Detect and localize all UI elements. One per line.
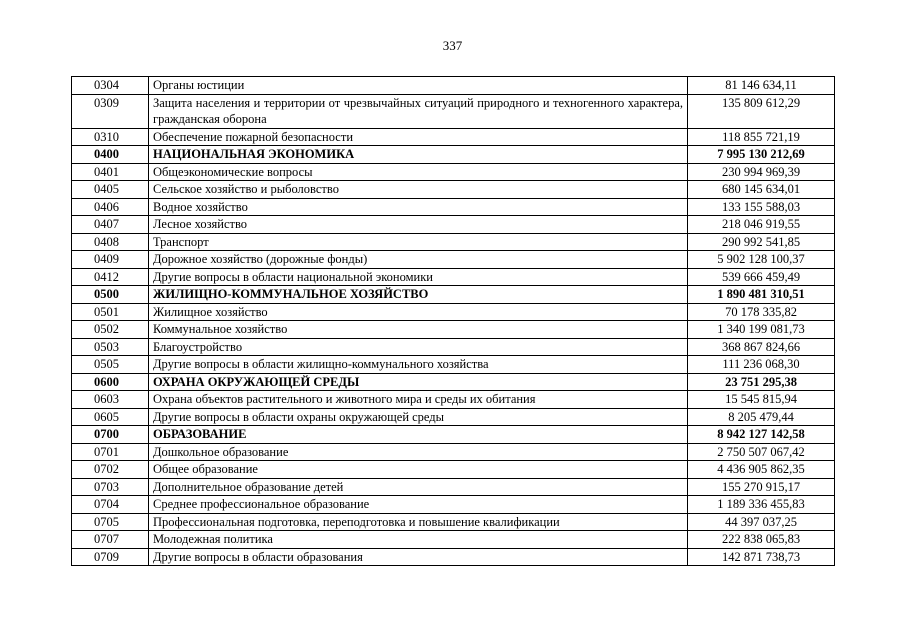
row-name: Охрана объектов растительного и животного мира и среды их обитания [149,391,688,409]
table-row [72,373,835,391]
row-amount: 155 270 915,17 [688,478,835,496]
row-name: Сельское хозяйство и рыболовство [149,181,688,199]
row-name: Дошкольное образование [149,443,688,461]
row-amount: 70 178 335,82 [688,303,835,321]
row-code: 0501 [72,303,149,321]
row-name: Благоустройство [149,338,688,356]
row-name: Молодежная политика [149,531,688,549]
table-row [72,513,835,531]
row-amount: 135 809 612,29 [688,94,835,128]
table-row [72,268,835,286]
table-row [72,478,835,496]
row-code: 0412 [72,268,149,286]
row-name: Другие вопросы в области жилищно-коммунального хозяйства [149,356,688,374]
row-code: 0408 [72,233,149,251]
row-amount: 8 205 479,44 [688,408,835,426]
row-name: Защита населения и территории от чрезвычайных ситуаций природного и техногенного характера, гражданская оборона [149,94,688,128]
row-code: 0502 [72,321,149,339]
row-code: 0401 [72,163,149,181]
budget-table-body [72,77,835,566]
row-code: 0304 [72,77,149,95]
row-amount: 218 046 919,55 [688,216,835,234]
table-row [72,251,835,269]
table-row [72,548,835,566]
row-code: 0700 [72,426,149,444]
table-row [72,408,835,426]
table-row [72,198,835,216]
row-amount: 118 855 721,19 [688,128,835,146]
row-amount: 1 340 199 081,73 [688,321,835,339]
budget-table [71,76,835,566]
row-amount: 1 189 336 455,83 [688,496,835,514]
row-code: 0605 [72,408,149,426]
row-amount: 680 145 634,01 [688,181,835,199]
page-number: 337 [442,38,463,53]
row-code: 0709 [72,548,149,566]
table-row [72,233,835,251]
row-name: Лесное хозяйство [149,216,688,234]
row-name: Транспорт [149,233,688,251]
table-row [72,443,835,461]
row-amount: 111 236 068,30 [688,356,835,374]
row-code: 0702 [72,461,149,479]
row-code: 0500 [72,286,149,304]
row-name: Жилищное хозяйство [149,303,688,321]
row-code: 0603 [72,391,149,409]
table-row [72,216,835,234]
row-code: 0400 [72,146,149,164]
table-row [72,391,835,409]
row-amount: 133 155 588,03 [688,198,835,216]
row-name: Другие вопросы в области национальной экономики [149,268,688,286]
row-code: 0309 [72,94,149,128]
row-code: 0703 [72,478,149,496]
row-amount: 368 867 824,66 [688,338,835,356]
row-name: Профессиональная подготовка, переподготовка и повышение квалификации [149,513,688,531]
row-code: 0407 [72,216,149,234]
row-amount: 7 995 130 212,69 [688,146,835,164]
row-name: Органы юстиции [149,77,688,95]
table-row [72,146,835,164]
table-row [72,77,835,95]
row-amount: 290 992 541,85 [688,233,835,251]
table-row [72,181,835,199]
row-amount: 8 942 127 142,58 [688,426,835,444]
row-code: 0406 [72,198,149,216]
row-code: 0310 [72,128,149,146]
row-code: 0705 [72,513,149,531]
row-code: 0704 [72,496,149,514]
table-row [72,496,835,514]
row-code: 0707 [72,531,149,549]
row-name: Коммунальное хозяйство [149,321,688,339]
row-name: Другие вопросы в области охраны окружающей среды [149,408,688,426]
table-row [72,286,835,304]
row-name: Дорожное хозяйство (дорожные фонды) [149,251,688,269]
row-amount: 222 838 065,83 [688,531,835,549]
row-code: 0405 [72,181,149,199]
row-code: 0409 [72,251,149,269]
row-amount: 15 545 815,94 [688,391,835,409]
row-amount: 2 750 507 067,42 [688,443,835,461]
row-name: Водное хозяйство [149,198,688,216]
row-name: Другие вопросы в области образования [149,548,688,566]
row-code: 0503 [72,338,149,356]
row-amount: 44 397 037,25 [688,513,835,531]
table-row [72,426,835,444]
table-row [72,356,835,374]
table-row [72,321,835,339]
table-row [72,94,835,128]
row-amount: 142 871 738,73 [688,548,835,566]
row-code: 0701 [72,443,149,461]
row-amount: 1 890 481 310,51 [688,286,835,304]
row-amount: 230 994 969,39 [688,163,835,181]
row-name: Дополнительное образование детей [149,478,688,496]
row-name: ЖИЛИЩНО-КОММУНАЛЬНОЕ ХОЗЯЙСТВО [149,286,688,304]
table-row [72,461,835,479]
row-name: Обеспечение пожарной безопасности [149,128,688,146]
row-code: 0600 [72,373,149,391]
row-name: ОХРАНА ОКРУЖАЮЩЕЙ СРЕДЫ [149,373,688,391]
row-amount: 5 902 128 100,37 [688,251,835,269]
row-amount: 539 666 459,49 [688,268,835,286]
row-amount: 4 436 905 862,35 [688,461,835,479]
row-name: ОБРАЗОВАНИЕ [149,426,688,444]
table-row [72,128,835,146]
row-amount: 81 146 634,11 [688,77,835,95]
row-name: Среднее профессиональное образование [149,496,688,514]
row-code: 0505 [72,356,149,374]
row-name: НАЦИОНАЛЬНАЯ ЭКОНОМИКА [149,146,688,164]
table-row [72,303,835,321]
table-row [72,163,835,181]
table-row [72,338,835,356]
row-name: Общее образование [149,461,688,479]
row-amount: 23 751 295,38 [688,373,835,391]
table-row [72,531,835,549]
row-name: Общеэкономические вопросы [149,163,688,181]
